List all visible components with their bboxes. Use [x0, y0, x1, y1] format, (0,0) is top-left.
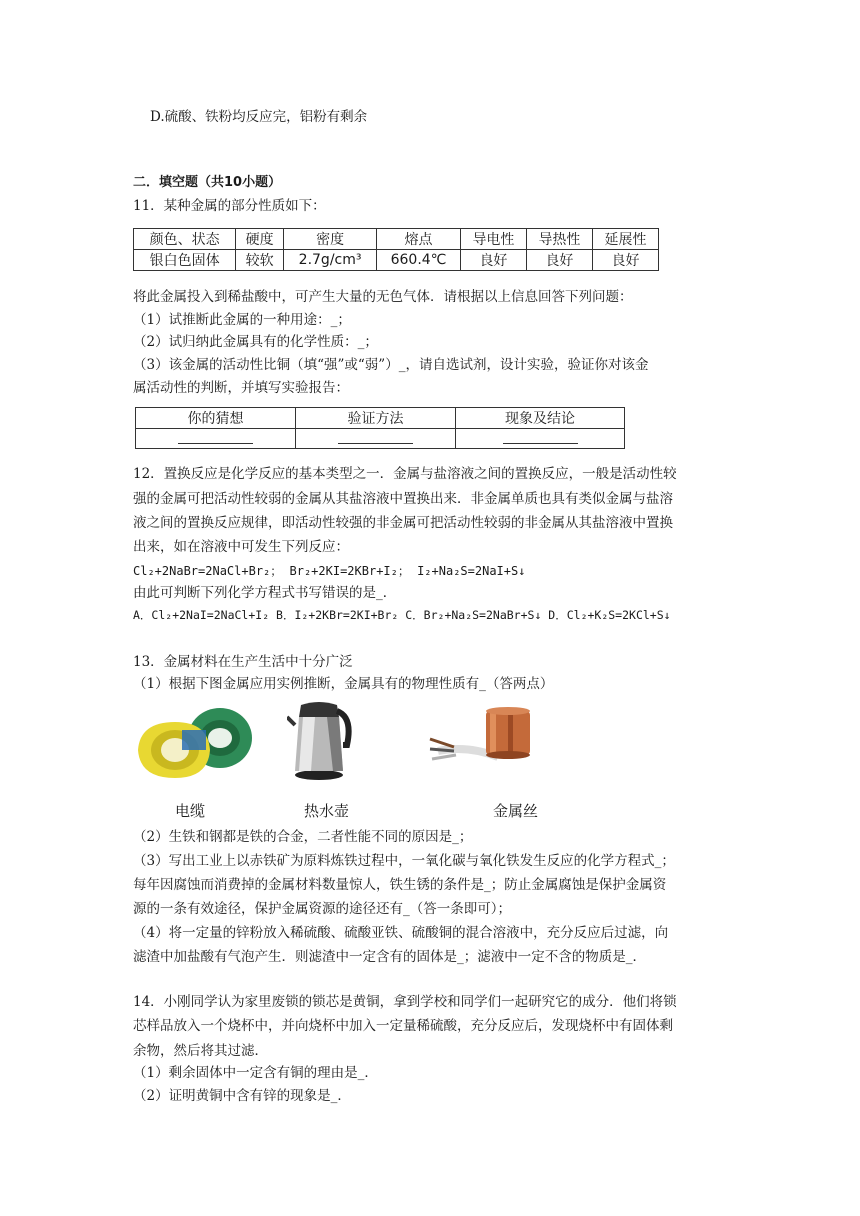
metal-property-table: [133, 228, 659, 271]
q12-options: A．Cl₂+2NaI=2NaCl+I₂ B．I₂+2KBr=2KI+Br₂ C．Br₂+Na₂S=2NaBr+S↓ D．Cl₂+K₂S=2KCl+S↓: [133, 608, 671, 622]
q12-line4: 出来，如在溶液中可发生下列反应：: [133, 539, 349, 555]
q11-intro: 将此金属投入到稀盐酸中，可产生大量的无色气体．请根据以上信息回答下列问题：: [133, 289, 633, 305]
table-header-cell: 你的猜想: [136, 408, 296, 429]
q13-part4-line1: （4）将一定量的锌粉放入稀硫酸、硫酸亚铁、硫酸铜的混合溶液中，充分反应后过滤，向: [133, 925, 669, 941]
q14-line3: 余物，然后将其过滤．: [133, 1043, 268, 1059]
answer-blank: [136, 429, 296, 449]
table-cell: 良好: [526, 250, 592, 271]
q13-part4-line2: 滤渣中加盐酸有气泡产生．则滤渣中一定含有的固体是_；滤液中一定不含的物质是_．: [133, 949, 646, 965]
caption-kettle: 热水壶: [304, 802, 350, 820]
table-cell: 较软: [236, 250, 284, 271]
table-cell: 银白色固体: [134, 250, 236, 271]
table-header-cell: 导热性: [526, 229, 592, 250]
q11-part3-line1: （3）该金属的活动性比铜（填“强”或“弱”）_，请自选试剂，设计实验，验证你对该金: [133, 357, 649, 373]
q12-line1: 12．置换反应是化学反应的基本类型之一．金属与盐溶液之间的置换反应，一般是活动性较: [133, 466, 677, 482]
answer-blank: [296, 429, 456, 449]
table-cell: 良好: [460, 250, 526, 271]
q14-line1: 14．小刚同学认为家里废锁的锁芯是黄铜，拿到学校和同学们一起研究它的成分．他们将锁: [133, 994, 677, 1010]
q12-question: 由此可判断下列化学方程式书写错误的是_．: [133, 585, 397, 601]
table-header-cell: 验证方法: [296, 408, 456, 429]
q10-option-d: D.硫酸、铁粉均反应完，铝粉有剩余: [150, 109, 368, 125]
q12-reactions: Cl₂+2NaBr=2NaCl+Br₂； Br₂+2KI=2KBr+I₂； I₂+Na₂S=2NaI+S↓: [133, 564, 526, 578]
q13-part3-line2: 每年因腐蚀而消费掉的金属材料数量惊人，铁生锈的条件是_；防止金属腐蚀是保护金属资: [133, 877, 667, 893]
table-header-cell: 导电性: [460, 229, 526, 250]
table-row: [134, 229, 659, 250]
q11-part2: （2）试归纳此金属具有的化学性质：_；: [133, 334, 378, 350]
q14-line2: 芯样品放入一个烧杯中，并向烧杯中加入一定量稀硫酸，充分反应后，发现烧杯中有固体剩: [133, 1018, 673, 1034]
table-header-cell: 现象及结论: [456, 408, 625, 429]
table-header-cell: 硬度: [236, 229, 284, 250]
kettle-image: [287, 697, 352, 786]
table-header-cell: 颜色、状态: [134, 229, 236, 250]
table-header-cell: 延展性: [592, 229, 658, 250]
table-header-cell: 熔点: [377, 229, 461, 250]
section-title: 二．填空题（共10小题）: [133, 175, 282, 190]
caption-wire: 金属丝: [493, 802, 539, 820]
q12-line2: 强的金属可把活动性较弱的金属从其盐溶液中置换出来．非金属单质也具有类似金属与盐溶: [133, 491, 673, 507]
cable-image: [130, 700, 255, 786]
table-cell: 660.4℃: [377, 250, 461, 271]
q14-part2: （2）证明黄铜中含有锌的现象是_．: [133, 1088, 351, 1104]
q13-part3-line3: 源的一条有效途径，保护金属资源的途径还有_（答一条即可）；: [133, 901, 511, 917]
wire-image: [428, 705, 543, 779]
q14-part1: （1）剩余固体中一定含有铜的理由是_．: [133, 1065, 378, 1081]
q13-part3-line1: （3）写出工业上以赤铁矿为原料炼铁过程中，一氧化碳与氧化铁发生反应的化学方程式_；: [133, 853, 675, 869]
table-row: [134, 250, 659, 271]
q11-part1: （1）试推断此金属的一种用途：_；: [133, 312, 351, 328]
q13-part1: （1）根据下图金属应用实例推断，金属具有的物理性质有_（答两点）: [133, 676, 554, 692]
table-row: [136, 429, 625, 449]
table-header-cell: 密度: [284, 229, 377, 250]
answer-blank: [456, 429, 625, 449]
q13-part2: （2）生铁和钢都是铁的合金，二者性能不同的原因是_；: [133, 829, 473, 845]
q11-part3-line2: 属活动性的判断，并填写实验报告：: [133, 380, 349, 396]
caption-cable: 电缆: [175, 802, 206, 820]
q12-line3: 液之间的置换反应规律，即活动性较强的非金属可把活动性较弱的非金属从其盐溶液中置换: [133, 515, 673, 531]
experiment-report-table: [135, 407, 625, 449]
table-row: [136, 408, 625, 429]
table-cell: 良好: [592, 250, 658, 271]
q11-stem: 11．某种金属的部分性质如下：: [133, 198, 326, 214]
q13-stem: 13．金属材料在生产生活中十分广泛: [133, 654, 353, 670]
table-cell: 2.7g/cm³: [284, 250, 377, 271]
